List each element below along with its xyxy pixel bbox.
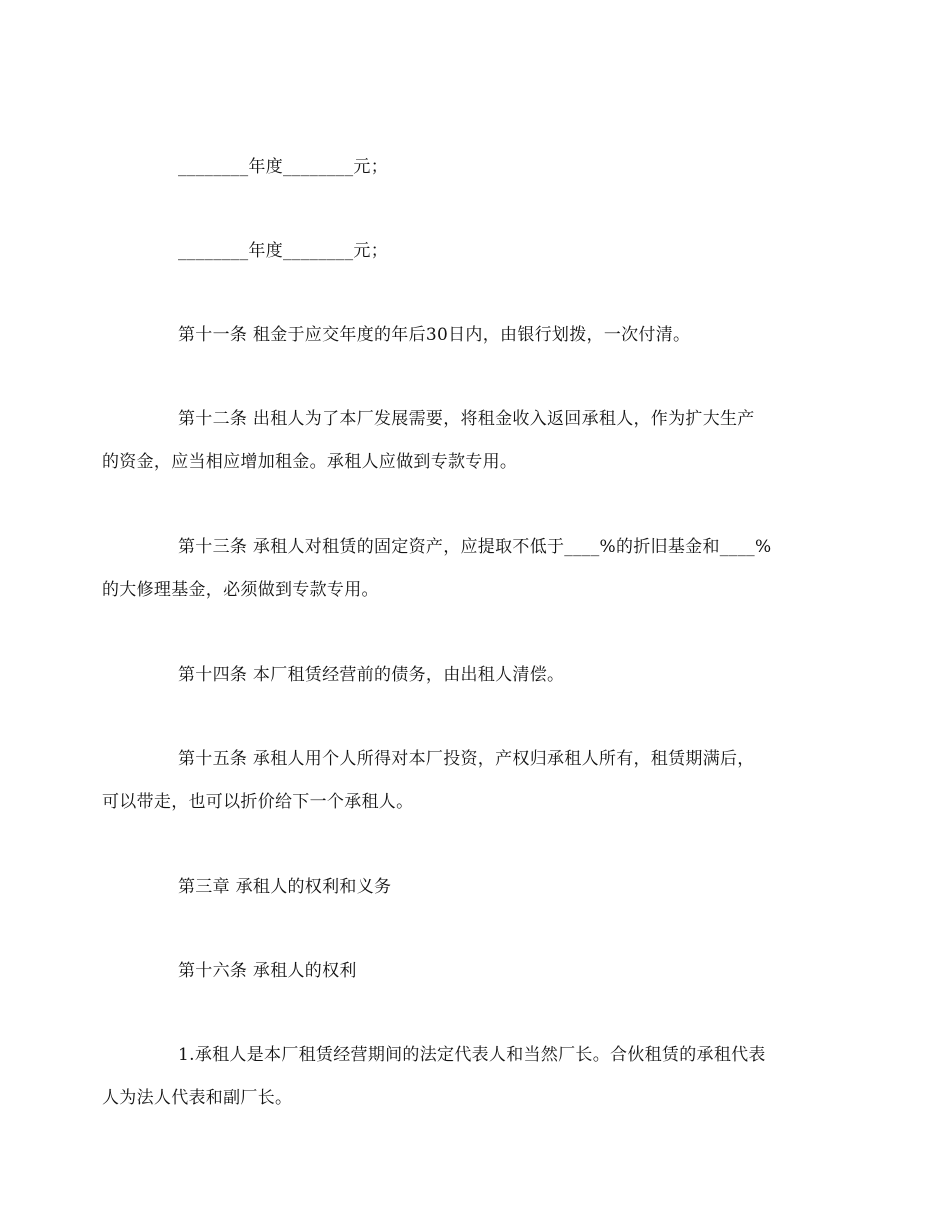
article-16-item-1 bbox=[102, 1034, 820, 1120]
article-12 bbox=[102, 398, 820, 484]
article-11 bbox=[140, 314, 820, 357]
paragraph-line: 1.承租人是本厂租赁经营期间的法定代表人和当然厂长。合伙租赁的承租代表 bbox=[178, 1045, 766, 1065]
paragraph-rent-year-2 bbox=[140, 230, 820, 273]
paragraph-line: 第十五条 承租人用个人所得对本厂投资，产权归承租人所有，租赁期满后， bbox=[178, 749, 755, 769]
paragraph-line: ________年度________元； bbox=[178, 157, 388, 177]
paragraph-line: 的大修理基金，必须做到专款专用。 bbox=[102, 580, 379, 600]
paragraph-line: 第十二条 出租人为了本厂发展需要，将租金收入返回承租人，作为扩大生产 bbox=[178, 409, 755, 429]
paragraph-line: 人为法人代表和副厂长。 bbox=[102, 1088, 293, 1108]
paragraph-line: 第十三条 承租人对租赁的固定资产，应提取不低于____%的折旧基金和____% bbox=[178, 537, 772, 557]
article-16-heading bbox=[140, 950, 820, 993]
article-14 bbox=[140, 654, 820, 697]
paragraph-line: 第三章 承租人的权利和义务 bbox=[178, 877, 392, 897]
paragraph-line: 第十四条 本厂租赁经营前的债务，由出租人清偿。 bbox=[178, 665, 565, 685]
paragraph-line: 第十六条 承租人的权利 bbox=[178, 961, 357, 981]
paragraph-line: 第十一条 租金于应交年度的年后30日内，由银行划拨，一次付清。 bbox=[178, 325, 691, 345]
chapter-3-heading bbox=[140, 866, 820, 909]
article-15 bbox=[102, 738, 820, 824]
paragraph-line: 的资金，应当相应增加租金。承租人应做到专款专用。 bbox=[102, 452, 518, 472]
paragraph-line: 可以带走，也可以折价给下一个承租人。 bbox=[102, 792, 414, 812]
paragraph-line: ________年度________元； bbox=[178, 241, 388, 261]
paragraph-rent-year-1 bbox=[140, 146, 820, 189]
article-13 bbox=[102, 526, 820, 612]
